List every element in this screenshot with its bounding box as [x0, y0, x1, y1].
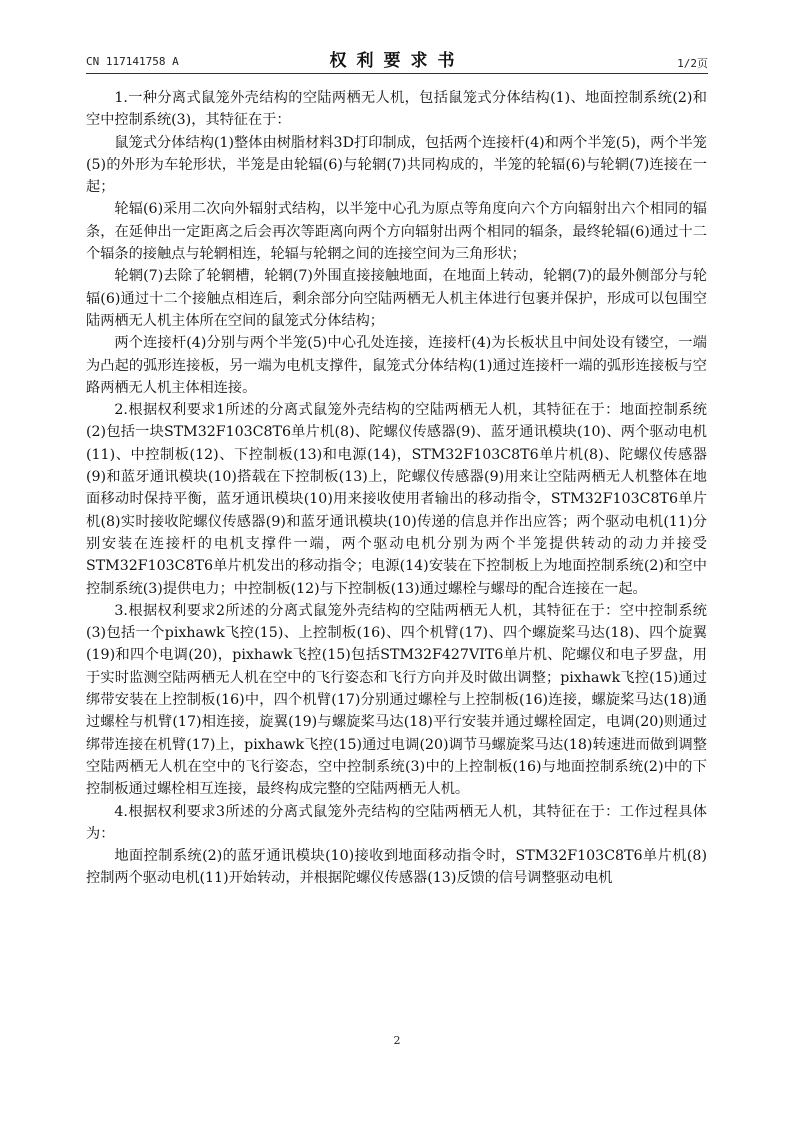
claim-paragraph: 轮辋(7)去除了轮辋槽，轮辋(7)外围直接接触地面，在地面上转动，轮辋(7)的最外侧部分与轮辐(6)通过十二个接触点相连后，剩余部分向空陆两栖无人机主体进行包裹并保护，形成可以包围空陆两栖无人机主体所在空间的鼠笼式分体结构； [86, 268, 707, 329]
claim-paragraph: 轮辐(6)采用二次向外辐射式结构，以半笼中心孔为原点等角度向六个方向辐射出六个相同的辐条，在延伸出一定距离之后会再次等距离向两个方向辐射出两个相同的辐条，最终轮辐(6)通过十二个辐条的接触点与轮辋相连，轮辐与轮辋之间的连接空间为三角形状； [86, 201, 707, 263]
page-header [86, 46, 708, 72]
claim-paragraph: 地面控制系统(2)的蓝牙通讯模块(10)接收到地面移动指令时，STM32F103C8T6单片机(8)控制两个驱动电机(11)开始转动，并根据陀螺仪传感器(13)反馈的信号调整驱动电机 [86, 848, 707, 887]
claim-paragraph: 两个连接杆(4)分别与两个半笼(5)中心孔处连接，连接杆(4)为长板状且中间处设有镂空，一端为凸起的弧形连接板，另一端为电机支撑件，鼠笼式分体结构(1)通过连接杆一端的弧形连接板与空路两栖无人机主体相连接。 [86, 335, 707, 396]
page-indicator: 1/2页 [677, 57, 708, 70]
claim-paragraph: 4.根据权利要求3所述的分离式鼠笼外壳结构的空陆两栖无人机，其特征在于：工作过程具体为： [86, 803, 707, 842]
publication-number: CN 117141758 A [86, 55, 179, 68]
page-number: 2 [393, 1034, 401, 1047]
claim-paragraph: 鼠笼式分体结构(1)整体由树脂材料3D打印制成，包括两个连接杆(4)和两个半笼(5)，两个半笼(5)的外形为车轮形状，半笼是由轮辐(6)与轮辋(7)共同构成的，半笼的轮辐(6)与轮辋(7)连接在一起； [86, 134, 707, 196]
header-rule [86, 73, 708, 74]
document-title: 权利要求书 [329, 51, 465, 71]
claim-paragraph: 1.一种分离式鼠笼外壳结构的空陆两栖无人机，包括鼠笼式分体结构(1)、地面控制系统(2)和空中控制系统(3)，其特征在于： [86, 90, 707, 129]
claim-paragraph: 3.根据权利要求2所述的分离式鼠笼外壳结构的空陆两栖无人机，其特征在于：空中控制系统(3)包括一个pixhawk飞控(15)、上控制板(16)、四个机臂(17)、四个螺旋桨马达(18)、四个旋翼(19)和四个电调(20)，pixhawk飞控(15)包括STM32F427VIT6单片机、陀螺仪和电子罗盘，用于实时监测空陆两栖无人机在空中的飞行姿态和飞行方向并及时做出调整；pixhawk飞控(15)通过绑带安装在上控制板(16)中，四个机臂(17)分别通过螺栓与上控制板(16)连接，螺旋桨马达(18)通过螺栓与机臂(17)相连接，旋翼(19)与螺旋桨马达(18)平行安装并通过螺栓固定，电调(20)则通过绑带连接在机臂(17)上，pixhawk飞控(15)通过电调(20)调节马螺旋桨马达(18)转速进而做到调整空陆两栖无人机在空中的飞行姿态，空中控制系统(3)中的上控制板(16)与地面控制系统(2)中的下控制板通过螺栓相互连接，最终构成完整的空陆两栖无人机。 [86, 602, 707, 798]
claim-paragraph: 2.根据权利要求1所述的分离式鼠笼外壳结构的空陆两栖无人机，其特征在于：地面控制系统(2)包括一块STM32F103C8T6单片机(8)、陀螺仪传感器(9)、蓝牙通讯模块(10)、两个驱动电机(11)、中控制板(12)、下控制板(13)和电源(14)，STM32F103C8T6单片机(8)、陀螺仪传感器(9)和蓝牙通讯模块(10)搭载在下控制板(13)上，陀螺仪传感器(9)用来让空陆两栖无人机整体在地面移动时保持平衡，蓝牙通讯模块(10)用来接收使用者输出的移动指令，STM32F103C8T6单片机(8)实时接收陀螺仪传感器(9)和蓝牙通讯模块(10)传递的信息并作出应答；两个驱动电机(11)分别安装在连接杆的电机支撑件一端，两个驱动电机分别为两个半笼提供转动的动力并接受STM32F103C8T6单片机发出的移动指令；电源(14)安装在下控制板上为地面控制系统(2)和空中控制系统(3)提供电力；中控制板(12)与下控制板(13)通过螺栓与螺母的配合连接在一起。 [86, 402, 707, 597]
page-footer [0, 1034, 794, 1047]
claims-body [86, 87, 707, 1047]
